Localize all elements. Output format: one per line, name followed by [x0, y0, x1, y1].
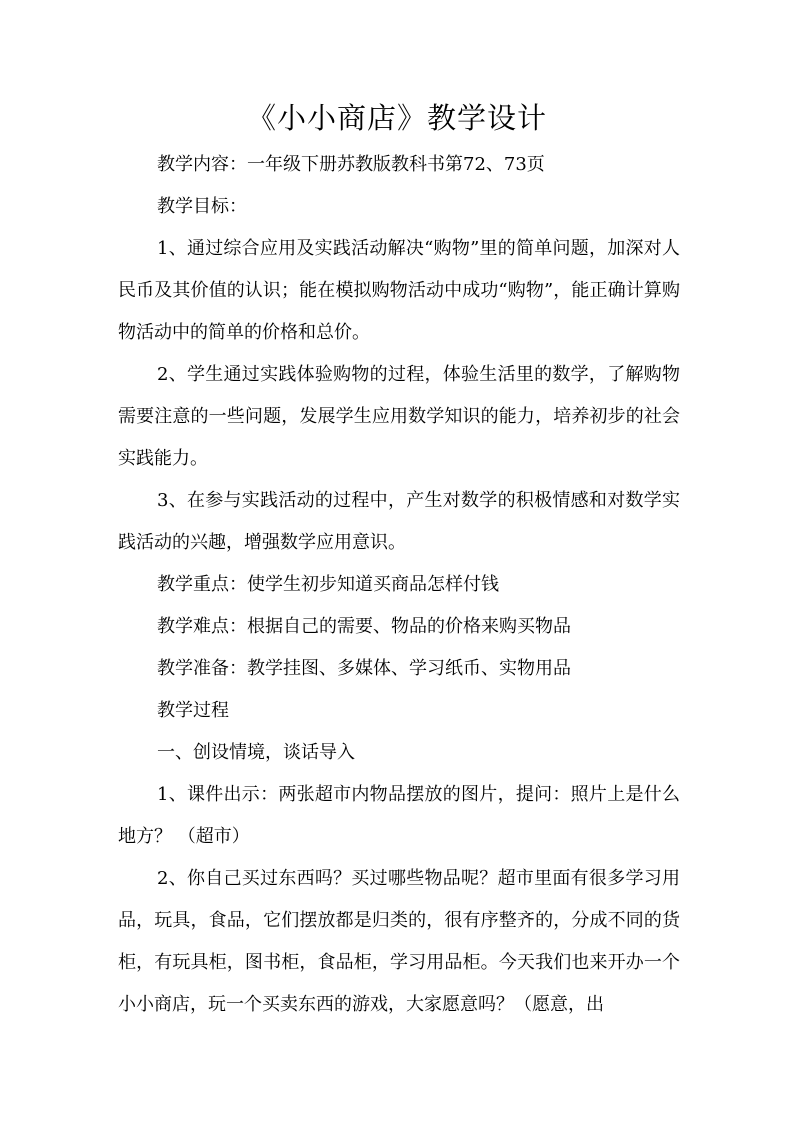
objective-item: 2、学生通过实践体验购物的过程，体验生活里的数学，了解购物需要注意的一些问题，发展学生应用数学知识的能力，培养初步的社会实践能力。: [118, 364, 680, 469]
process-heading: 教学过程: [157, 700, 229, 721]
key-point-line: 教学重点：使学生初步知道买商品怎样付钱: [157, 574, 499, 595]
process-item: 1、课件出示：两张超市内物品摆放的图片，提问：照片上是什么地方？ （超市）: [118, 784, 680, 847]
preparation-line: 教学准备：教学挂图、多媒体、学习纸币、实物用品: [157, 658, 571, 679]
content-line: 教学内容：一年级下册苏教版教科书第72、73页: [157, 154, 545, 175]
document-body: [118, 144, 680, 1026]
objective-item: 3、在参与实践活动的过程中，产生对数学的积极情感和对数学实践活动的兴趣，增强数学应用意识。: [118, 490, 680, 553]
difficulty-line: 教学难点：根据自己的需要、物品的价格来购买物品: [157, 616, 571, 637]
document-title: 《小小商店》教学设计: [246, 101, 547, 135]
objective-item: 1、通过综合应用及实践活动解决“购物”里的简单问题，加深对人民币及其价值的认识；能在模拟购物活动中成功“购物”，能正确计算购物活动中的简单的价格和总价。: [118, 238, 680, 343]
section-heading: 一、创设情境，谈话导入: [157, 742, 355, 763]
process-item: 2、你自己买过东西吗？买过哪些物品呢？超市里面有很多学习用品，玩具，食品，它们摆放都是归类的，很有序整齐的，分成不同的货柜，有玩具柜，图书柜，食品柜，学习用品柜。今天我们也来开办一个小小商店，玩一个买卖东西的游戏，大家愿意吗？（愿意，出: [118, 868, 680, 1015]
objectives-heading: 教学目标：: [157, 196, 247, 217]
